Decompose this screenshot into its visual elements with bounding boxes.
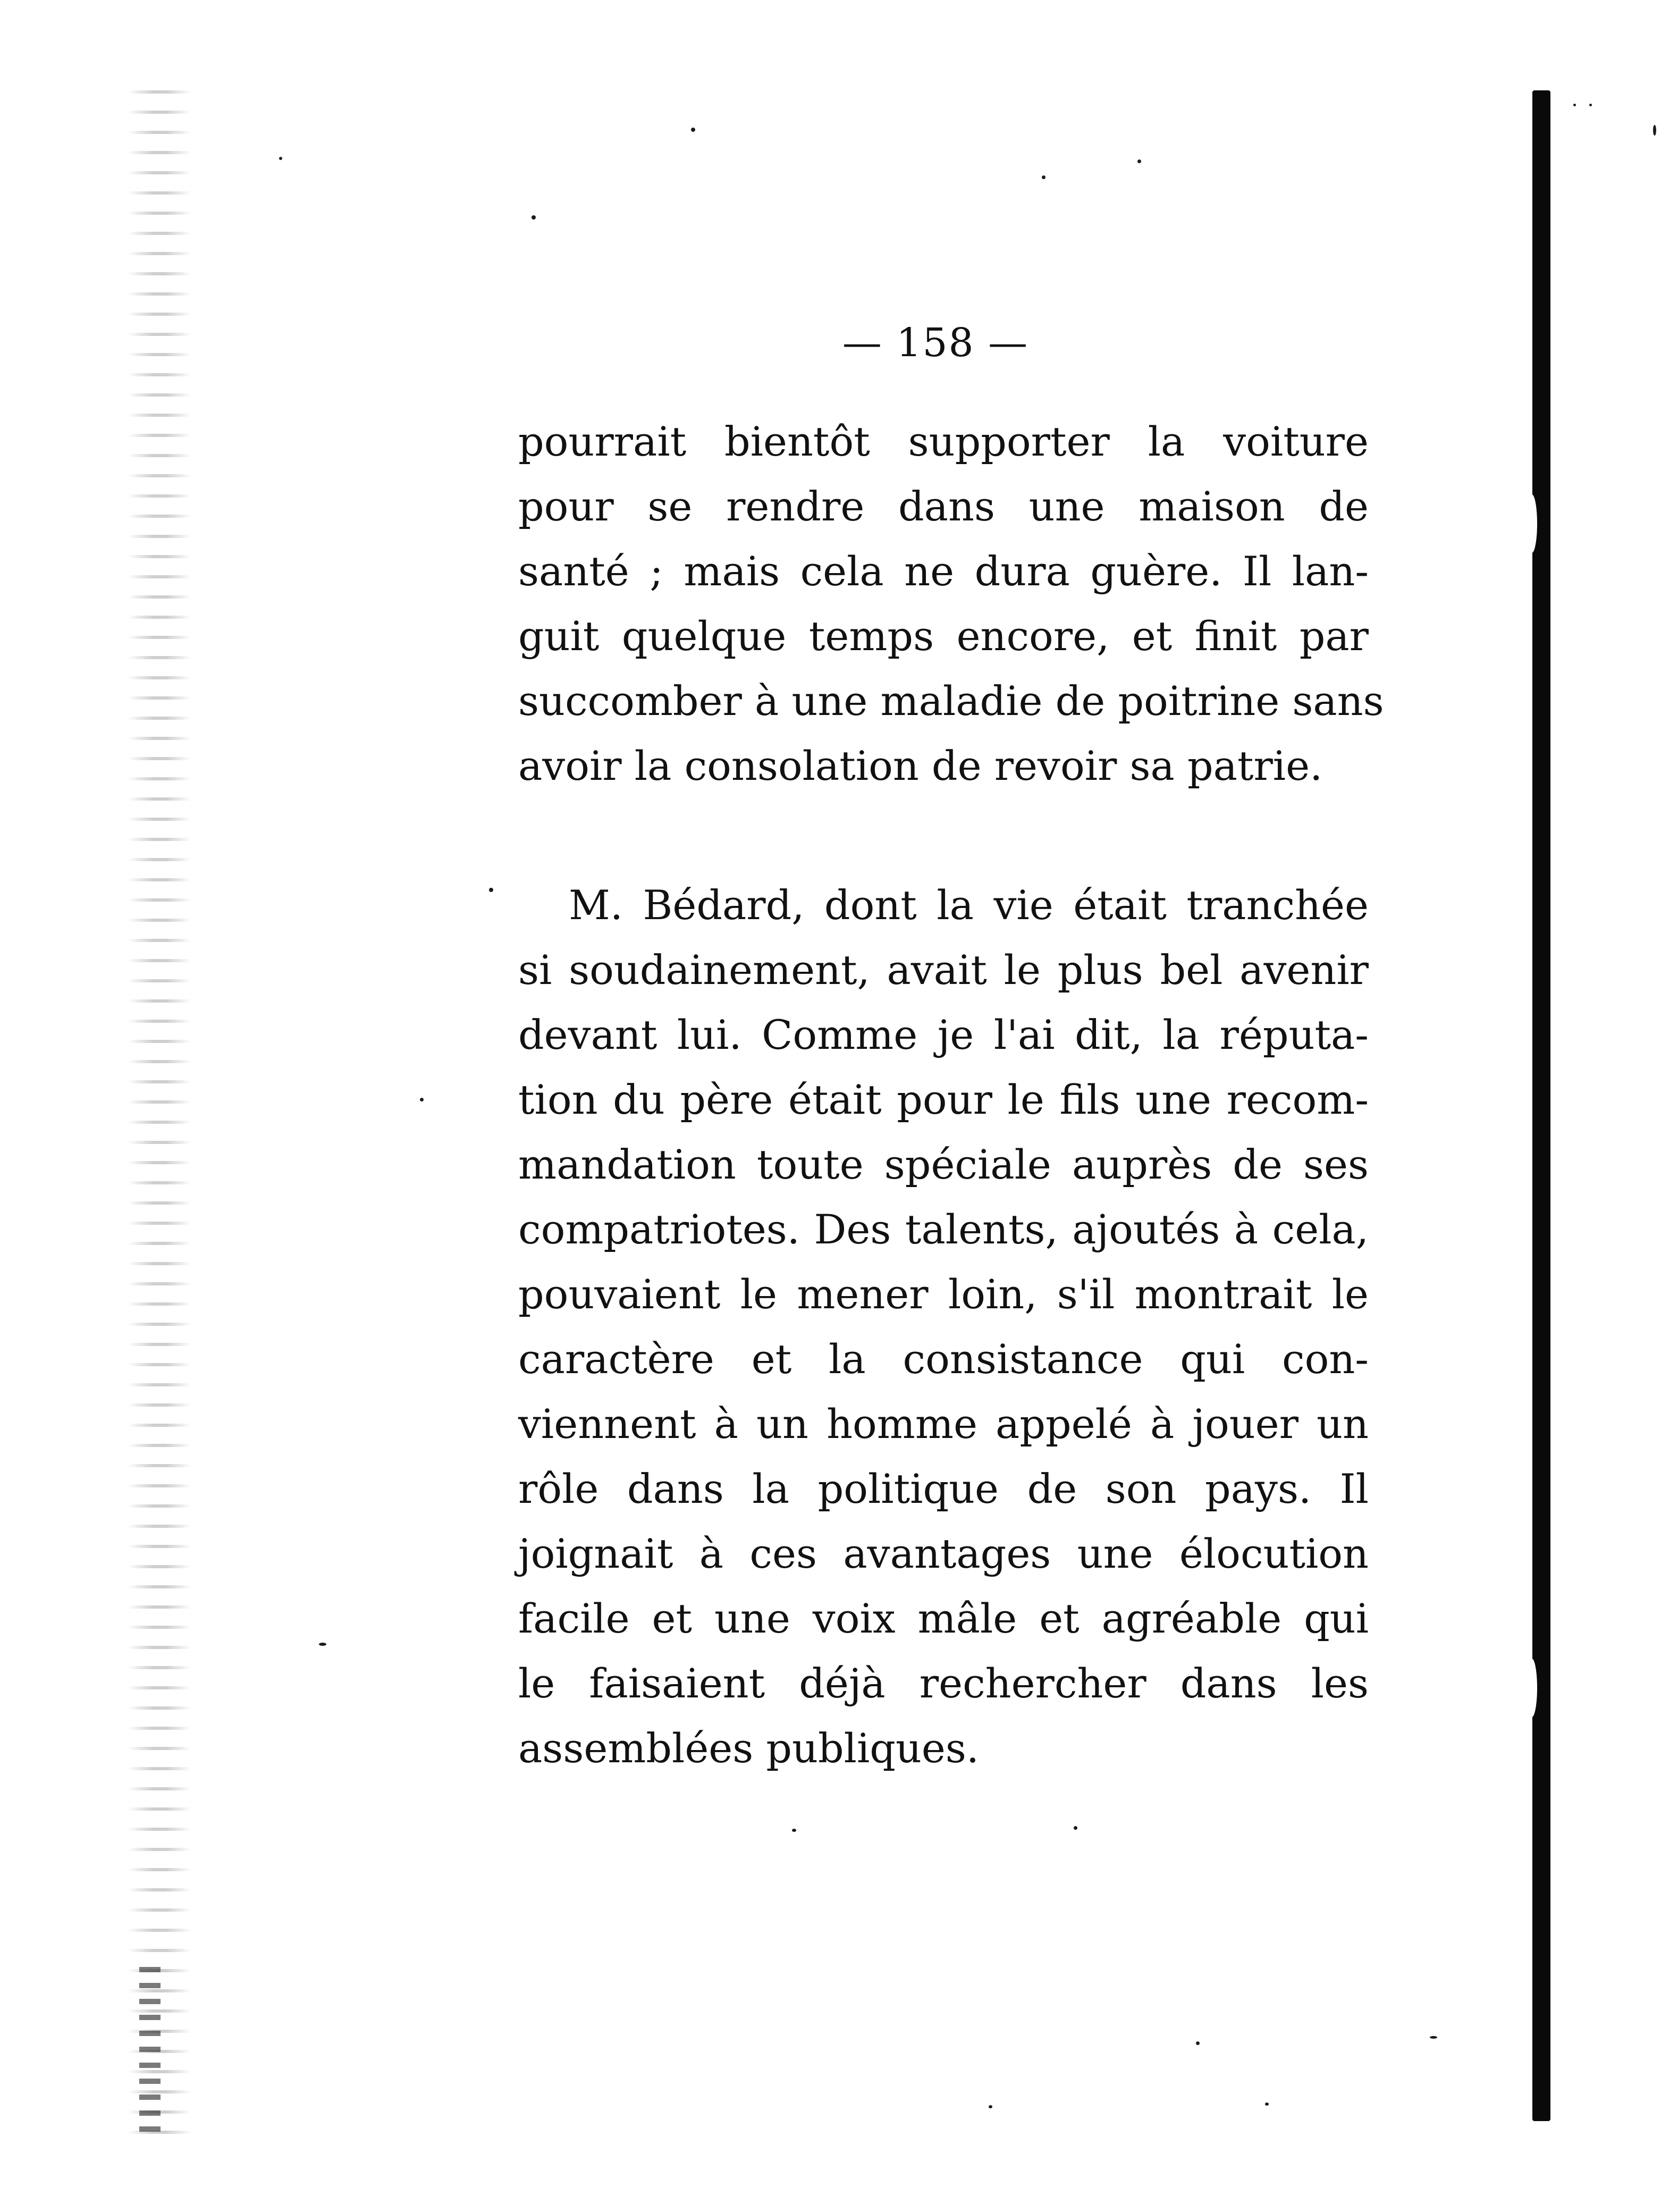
scan-speck: [279, 157, 282, 160]
scan-speck: [792, 1829, 796, 1832]
scan-speck: [989, 2105, 992, 2108]
text-line: santé ; mais cela ne dura guère. Il lan-: [518, 548, 1369, 595]
text-line: pour se rendre dans une maison de: [518, 483, 1369, 530]
scan-speck: [1074, 1826, 1077, 1830]
scan-speck: [532, 215, 536, 220]
scan-speck: [691, 128, 695, 132]
text-line: succomber à une maladie de poitrine sans: [518, 677, 1384, 725]
text-line: rôle dans la politique de son pays. Il: [518, 1465, 1369, 1512]
scan-speck: [1653, 125, 1656, 136]
text-line: pouvaient le mener loin, s'il montrait le: [518, 1271, 1369, 1318]
scan-speck: [319, 1643, 326, 1646]
scan-speck: [489, 888, 493, 892]
scan-speck: [1196, 2041, 1200, 2045]
text-line: devant lui. Comme je l'ai dit, la réputa-: [518, 1011, 1369, 1058]
text-line: compatriotes. Des talents, ajoutés à cela,: [518, 1206, 1369, 1253]
scan-speck: [420, 1098, 424, 1101]
text-line: le faisaient déjà rechercher dans les: [518, 1660, 1369, 1707]
paragraph-2: [518, 873, 1369, 1781]
right-margin-bar-notch: [1527, 494, 1537, 553]
text-line: guit quelque temps encore, et finit par: [518, 612, 1369, 660]
right-margin-bar: [1532, 90, 1550, 2121]
text-line: pourrait bientôt supporter la voiture: [518, 418, 1369, 465]
text-line: assemblées publiques.: [518, 1725, 980, 1772]
text-line: caractère et la consistance qui con-: [518, 1335, 1369, 1383]
scan-speck: [1137, 159, 1141, 163]
text-line: si soudainement, avait le plus bel avenir: [518, 946, 1369, 994]
body-text: [518, 409, 1384, 1781]
binding-edge-shadow: [139, 1967, 161, 2137]
scan-speck: [1042, 175, 1045, 179]
scan-speck: [1265, 2102, 1269, 2106]
text-line: M. Bédard, dont la vie était tranchée: [569, 881, 1369, 929]
text-line: mandation toute spéciale auprès de ses: [518, 1141, 1369, 1188]
text-line: facile et une voix mâle et agréable qui: [518, 1595, 1369, 1642]
scan-speck: [1573, 104, 1576, 106]
text-line: viennent à un homme appelé à jouer un: [518, 1400, 1369, 1448]
scan-speck: [1430, 2036, 1437, 2039]
page-number: — 158 —: [842, 320, 1029, 366]
text-line: avoir la consolation de revoir sa patrie.: [518, 742, 1323, 789]
paragraph-1: [518, 409, 1384, 798]
scan-speck: [1589, 104, 1592, 106]
right-margin-bar-notch: [1527, 1659, 1537, 1717]
text-line: joignait à ces avantages une élocution: [518, 1530, 1369, 1577]
text-line: tion du père était pour le fils une recom-: [518, 1076, 1369, 1123]
binding-edge: [128, 90, 191, 2142]
